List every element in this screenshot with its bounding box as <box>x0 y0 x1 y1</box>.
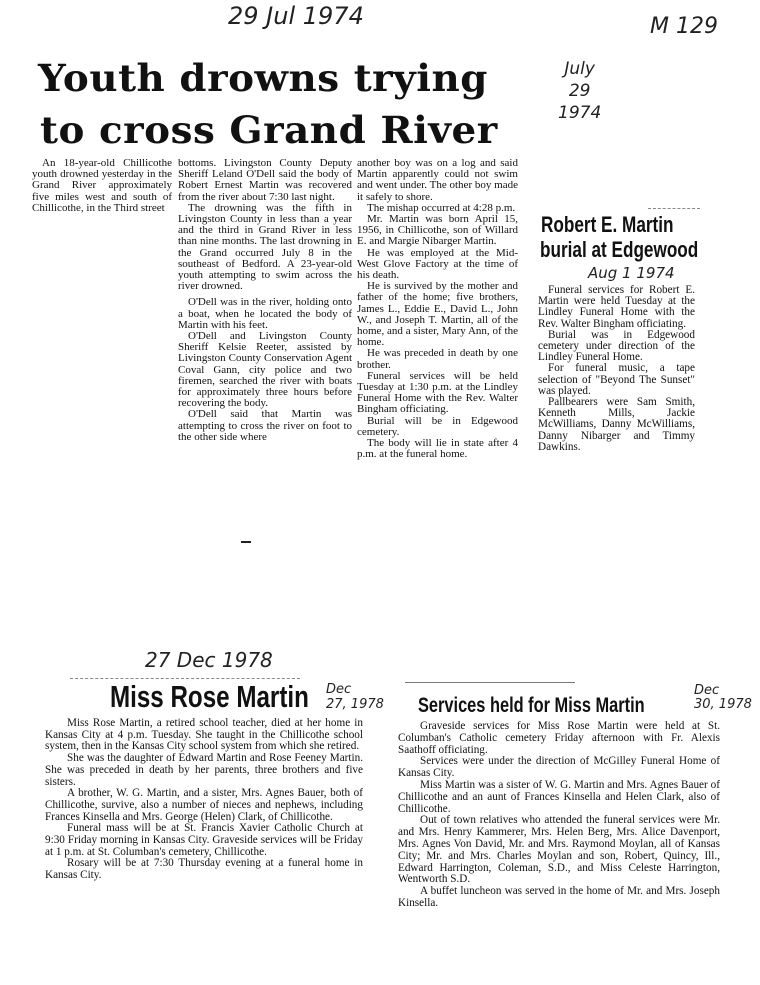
headline-line-2: to cross Grand River <box>40 108 498 152</box>
paragraph: bottoms. Livingston County Deputy Sheriff Leland O'Dell said the body of Robert Ernest Martin was recovered from the river about 7:30 last night. <box>178 157 352 203</box>
paragraph: He is survived by the mother and father of the home; five brothers, James L., Eddie E., David L., John W., and Joseph T. Martin, all of the home, and a sister, Mary Ann, of the home. <box>357 280 518 349</box>
paragraph: Rosary will be at 7:30 Thursday evening at a funeral home in Kansas City. <box>45 857 363 882</box>
paragraph: O'Dell said that Martin was attempting to cross the river on foot to the other side where <box>178 408 352 443</box>
margin-date-month: July <box>564 59 595 79</box>
handwritten-burial-date: Aug 1 1974 <box>588 264 675 282</box>
paragraph: The body will lie in state after 4 p.m. at the funeral home. <box>357 437 518 461</box>
paragraph: Funeral services for Robert E. Martin were held Tuesday at the Lindley Funeral Home with the Rev. Walter Bingham officiating. <box>538 284 695 330</box>
paragraph: Burial was in Edgewood cemetery under direction of the Lindley Funeral Home. <box>538 328 695 364</box>
services-date-month: Dec <box>694 683 720 698</box>
paragraph: An 18-year-old Chillicothe youth drowned yesterday in the Grand River approximately five miles west and south of Chillicothe, in the Third street <box>32 157 172 214</box>
handwritten-rose-title-date <box>326 682 384 712</box>
rose-date-month: Dec <box>326 682 352 697</box>
burial-title-line-2: burial at Edgewood <box>540 237 699 262</box>
burial-body <box>538 285 695 453</box>
paragraph: A brother, W. G. Martin, and a sister, Mrs. Agnes Bauer, both of Chillicothe, survive, also a number of nieces and nephews, including Frances Kinsella and Mrs. George (Helen) Clark, of Chillicothe. <box>45 787 363 823</box>
paragraph: Miss Rose Martin, a retired school teacher, died at her home in Kansas City at 4 p.m. Tuesday. She taught in the Chillicothe school system, then in the Kansas City school system from which she retired. <box>45 717 363 753</box>
paragraph: Out of town relatives who attended the funeral services were Mr. and Mrs. Henry Kammerer, Mrs. Helen Berg, Mrs. Alice Davenport, Mrs. Agnes Von David, Mr. and Mrs. Raymond Moylan, all of Kansas City; Mr. and Mrs. Charles Moylan and son, Robert, Quincy, Ill., Edward Harrington, Coleman, S.D., and Miss Celeste Harrington, Wentworth S.D. <box>398 814 720 886</box>
divider-dash <box>241 541 251 543</box>
drowning-column-1 <box>32 158 172 214</box>
divider-rule <box>648 208 700 209</box>
handwritten-date-top: 29 Jul 1974 <box>228 2 364 30</box>
paragraph: Mr. Martin was born April 15, 1956, in Chillicothe, son of Willard E. and Margie Nibarger Martin. <box>357 213 518 248</box>
paragraph: The drowning was the fifth in Livingston County in less than a year and the third in Grand River in less than nine months. The last drowning in the Grand occurred July 8 in the southeast of Bedford. A 23-year-old youth attempting to swim across the river drowned. <box>178 201 352 293</box>
margin-date-year: 1974 <box>558 103 602 123</box>
drowning-column-3 <box>357 158 518 460</box>
paragraph: Services were under the direction of McGilley Funeral Home of Kansas City. <box>398 755 720 780</box>
handwritten-reference-number: M 129 <box>650 14 718 39</box>
paragraph: The mishap occurred at 4:28 p.m. <box>367 201 516 214</box>
paragraph: Burial will be in Edgewood cemetery. <box>357 414 518 438</box>
burial-title-line-1: Robert E. Martin <box>541 212 674 237</box>
handwritten-rose-date: 27 Dec 1978 <box>145 648 273 672</box>
paragraph: Funeral mass will be at St. Francis Xavier Catholic Church at 9:30 Friday morning in Kansas City. Graveside services will be Friday at 1 p.m. at St. Columban's cemetery, Chillicothe. <box>45 822 363 858</box>
paragraph: He was employed at the Mid-West Glove Factory at the time of his death. <box>357 246 518 282</box>
rose-date-day: 27, 1978 <box>326 697 384 712</box>
paragraph: Pallbearers were Sam Smith, Kenneth Mills, Jackie McWilliams, Danny McWilliams, Danny Nibarger and Timmy Dawkins. <box>538 396 695 453</box>
margin-date-day: 29 <box>568 81 591 101</box>
paragraph: Graveside services for Miss Rose Martin were held at St. Columban's Catholic cemetery Friday afternoon with Fr. Alexis Saathoff officiating. <box>398 720 720 756</box>
handwritten-services-date <box>694 684 752 712</box>
paragraph: Miss Martin was a sister of W. G. Martin and Mrs. Agnes Bauer of Chillicothe and an aunt of Frances Kinsella and Helen Clark, also of Chillicothe. <box>398 778 720 815</box>
headline-line-1: Youth drowns trying <box>38 56 489 100</box>
paragraph: Funeral services will be held Tuesday at 1:30 p.m. at the Lindley Funeral Home with the Rev. Walter Bingham officiating. <box>357 369 518 416</box>
paragraph: He was preceded in death by one brother. <box>357 347 518 371</box>
divider-rule <box>405 682 575 683</box>
rose-body <box>45 718 363 882</box>
paragraph: O'Dell was in the river, holding onto a boat, when he located the body of Martin with his feet. <box>178 296 352 331</box>
services-body <box>398 721 720 910</box>
rose-title: Miss Rose Martin <box>110 679 309 714</box>
paragraph: A buffet luncheon was served in the home of Mr. and Mrs. Joseph Kinsella. <box>398 885 720 909</box>
paragraph: For funeral music, a tape selection of "Beyond The Sunset" was played. <box>538 362 695 397</box>
handwritten-margin-date <box>558 58 601 124</box>
services-title: Services held for Miss Martin <box>418 694 645 717</box>
drowning-column-2 <box>178 158 352 443</box>
paragraph: another boy was on a log and said Martin apparently could not swim and went under. The other boy made it safely to shore. <box>357 157 518 203</box>
paragraph: She was the daughter of Edward Martin and Rose Feeney Martin. She was preceded in death by her parents, three brothers and five sisters. <box>45 752 363 788</box>
services-date-day: 30, 1978 <box>694 697 752 712</box>
paragraph: O'Dell and Livingston County Sheriff Kelsie Reeter, assisted by Livingston County Conservation Agent Coval Gann, city police and two firemen, searched the river with boats for approximately three hours before recovering the body. <box>178 330 352 410</box>
